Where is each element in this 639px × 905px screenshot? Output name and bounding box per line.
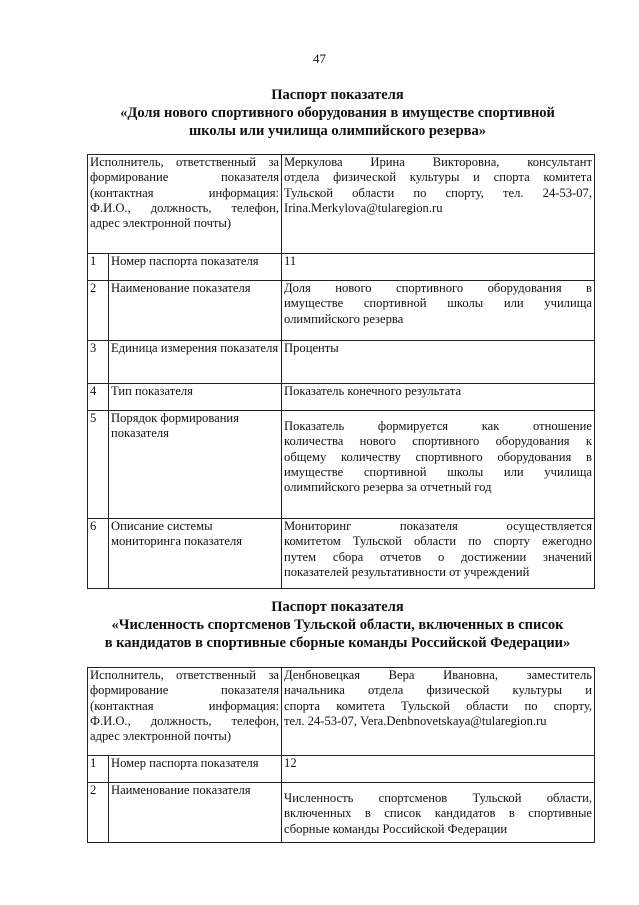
executor-label-line: Исполнитель, ответственный за — [90, 668, 280, 682]
row-value-line: количества нового спортивного оборудования к — [284, 434, 592, 449]
heading-line: школы или училища олимпийского резерва» — [189, 123, 486, 139]
row-label: Порядок формирования показателя — [109, 411, 282, 519]
row-value-line: комитетом Тульской области по спорту ежегодно — [284, 534, 592, 549]
row-label: Наименование показателя — [109, 281, 282, 341]
executor-label-line: формирование показателя — [90, 683, 280, 698]
row-label: Номер паспорта показателя — [109, 756, 282, 783]
executor-label-line: Исполнитель, ответственный за — [90, 155, 280, 169]
row-label: Наименование показателя — [109, 783, 282, 843]
executor-label-line: (контактная информация: — [90, 185, 280, 200]
passport-2-heading — [80, 598, 595, 652]
row-value-line: Численность спортсменов Тульской области, — [284, 791, 592, 805]
row-value-line: 12 — [284, 756, 297, 770]
executor-label-line: (контактная информация: — [90, 698, 280, 713]
row-value — [282, 756, 595, 783]
row-value-line: имуществе спортивной школы или училища — [284, 296, 592, 311]
executor-value-line: спорта комитета Тульской области по спорту, — [284, 698, 592, 713]
row-label: Единица измерения показателя — [109, 341, 282, 384]
row-value — [282, 519, 595, 589]
row-number: 6 — [88, 519, 109, 589]
passport-1-table — [87, 154, 595, 589]
executor-value-line: Меркулова Ирина Викторовна, консультант — [284, 155, 592, 169]
heading-line: Паспорт показателя — [271, 87, 404, 103]
executor-label-line: Ф.И.О., должность, телефон, — [90, 713, 280, 728]
row-number: 5 — [88, 411, 109, 519]
executor-value-line: начальника отдела физической культуры и — [284, 683, 592, 698]
row-value-line: общему количеству спортивного оборудования в — [284, 449, 592, 464]
row-value — [282, 384, 595, 411]
row-value-line: Доля нового спортивного оборудования в — [284, 281, 592, 295]
row-number: 4 — [88, 384, 109, 411]
heading-line: «Численность спортсменов Тульской области, включенных в список — [111, 617, 564, 633]
row-value-line: Показатель формируется как отношение — [284, 419, 592, 433]
table-row — [88, 254, 595, 281]
row-value-line: включенных в список кандидатов в спортивные — [284, 806, 592, 821]
row-number: 2 — [88, 783, 109, 843]
table-row — [88, 411, 595, 519]
row-value — [282, 254, 595, 281]
table-row — [88, 341, 595, 384]
heading-line: Паспорт показателя — [271, 599, 404, 615]
executor-value-line: отдела физической культуры и спорта комитета — [284, 170, 592, 185]
row-number: 1 — [88, 756, 109, 783]
row-value-line: олимпийского резерва за отчетный год — [284, 480, 492, 495]
row-number: 3 — [88, 341, 109, 384]
executor-row — [88, 668, 595, 756]
executor-value-line: Тульской области по спорту, тел. 24-53-07, — [284, 185, 592, 200]
row-label: Тип показателя — [109, 384, 282, 411]
executor-value — [282, 668, 595, 756]
row-number: 2 — [88, 281, 109, 341]
executor-label-line: адрес электронной почты) — [90, 729, 232, 744]
passport-2-table — [87, 667, 595, 843]
executor-row — [88, 155, 595, 254]
executor-label-line: адрес электронной почты) — [90, 216, 232, 231]
executor-value-line: Irina.Merkylova@tularegion.ru — [284, 200, 443, 215]
heading-line: «Доля нового спортивного оборудования в имуществе спортивной — [120, 105, 555, 121]
row-value-line: путем сбора отчетов о достижении значений — [284, 549, 592, 564]
row-value — [282, 341, 595, 384]
page-number: 47 — [313, 51, 326, 66]
executor-label — [88, 155, 282, 254]
row-value-line: Мониторинг показателя осуществляется — [284, 519, 592, 533]
executor-label-line: Ф.И.О., должность, телефон, — [90, 200, 280, 215]
table-row — [88, 783, 595, 843]
row-number: 1 — [88, 254, 109, 281]
row-value-line: Показатель конечного результата — [284, 384, 462, 398]
row-value-line: Проценты — [284, 341, 339, 355]
passport-1-heading — [80, 86, 595, 140]
row-value-line: олимпийского резерва — [284, 311, 404, 326]
executor-value-line: Денбновецкая Вера Ивановна, заместитель — [284, 668, 592, 682]
executor-label — [88, 668, 282, 756]
executor-label-line: формирование показателя — [90, 170, 280, 185]
table-row — [88, 384, 595, 411]
executor-value — [282, 155, 595, 254]
row-label: Описание системы мониторинга показателя — [109, 519, 282, 589]
table-row — [88, 756, 595, 783]
row-value-line: имуществе спортивной школы или училища — [284, 464, 592, 479]
table-row — [88, 281, 595, 341]
row-value-line: 11 — [284, 254, 297, 268]
heading-line: в кандидатов в спортивные сборные команды Российской Федерации» — [104, 635, 571, 651]
row-label: Номер паспорта показателя — [109, 254, 282, 281]
row-value-line: сборные команды Российской Федерации — [284, 821, 508, 836]
row-value-line: показателей результативности от учреждений — [284, 564, 530, 579]
table-row — [88, 519, 595, 589]
executor-value-line: тел. 24-53-07, Vera.Denbnovetskaya@tularegion.ru — [284, 713, 547, 728]
row-value — [282, 783, 595, 843]
row-value — [282, 281, 595, 341]
row-value — [282, 411, 595, 519]
